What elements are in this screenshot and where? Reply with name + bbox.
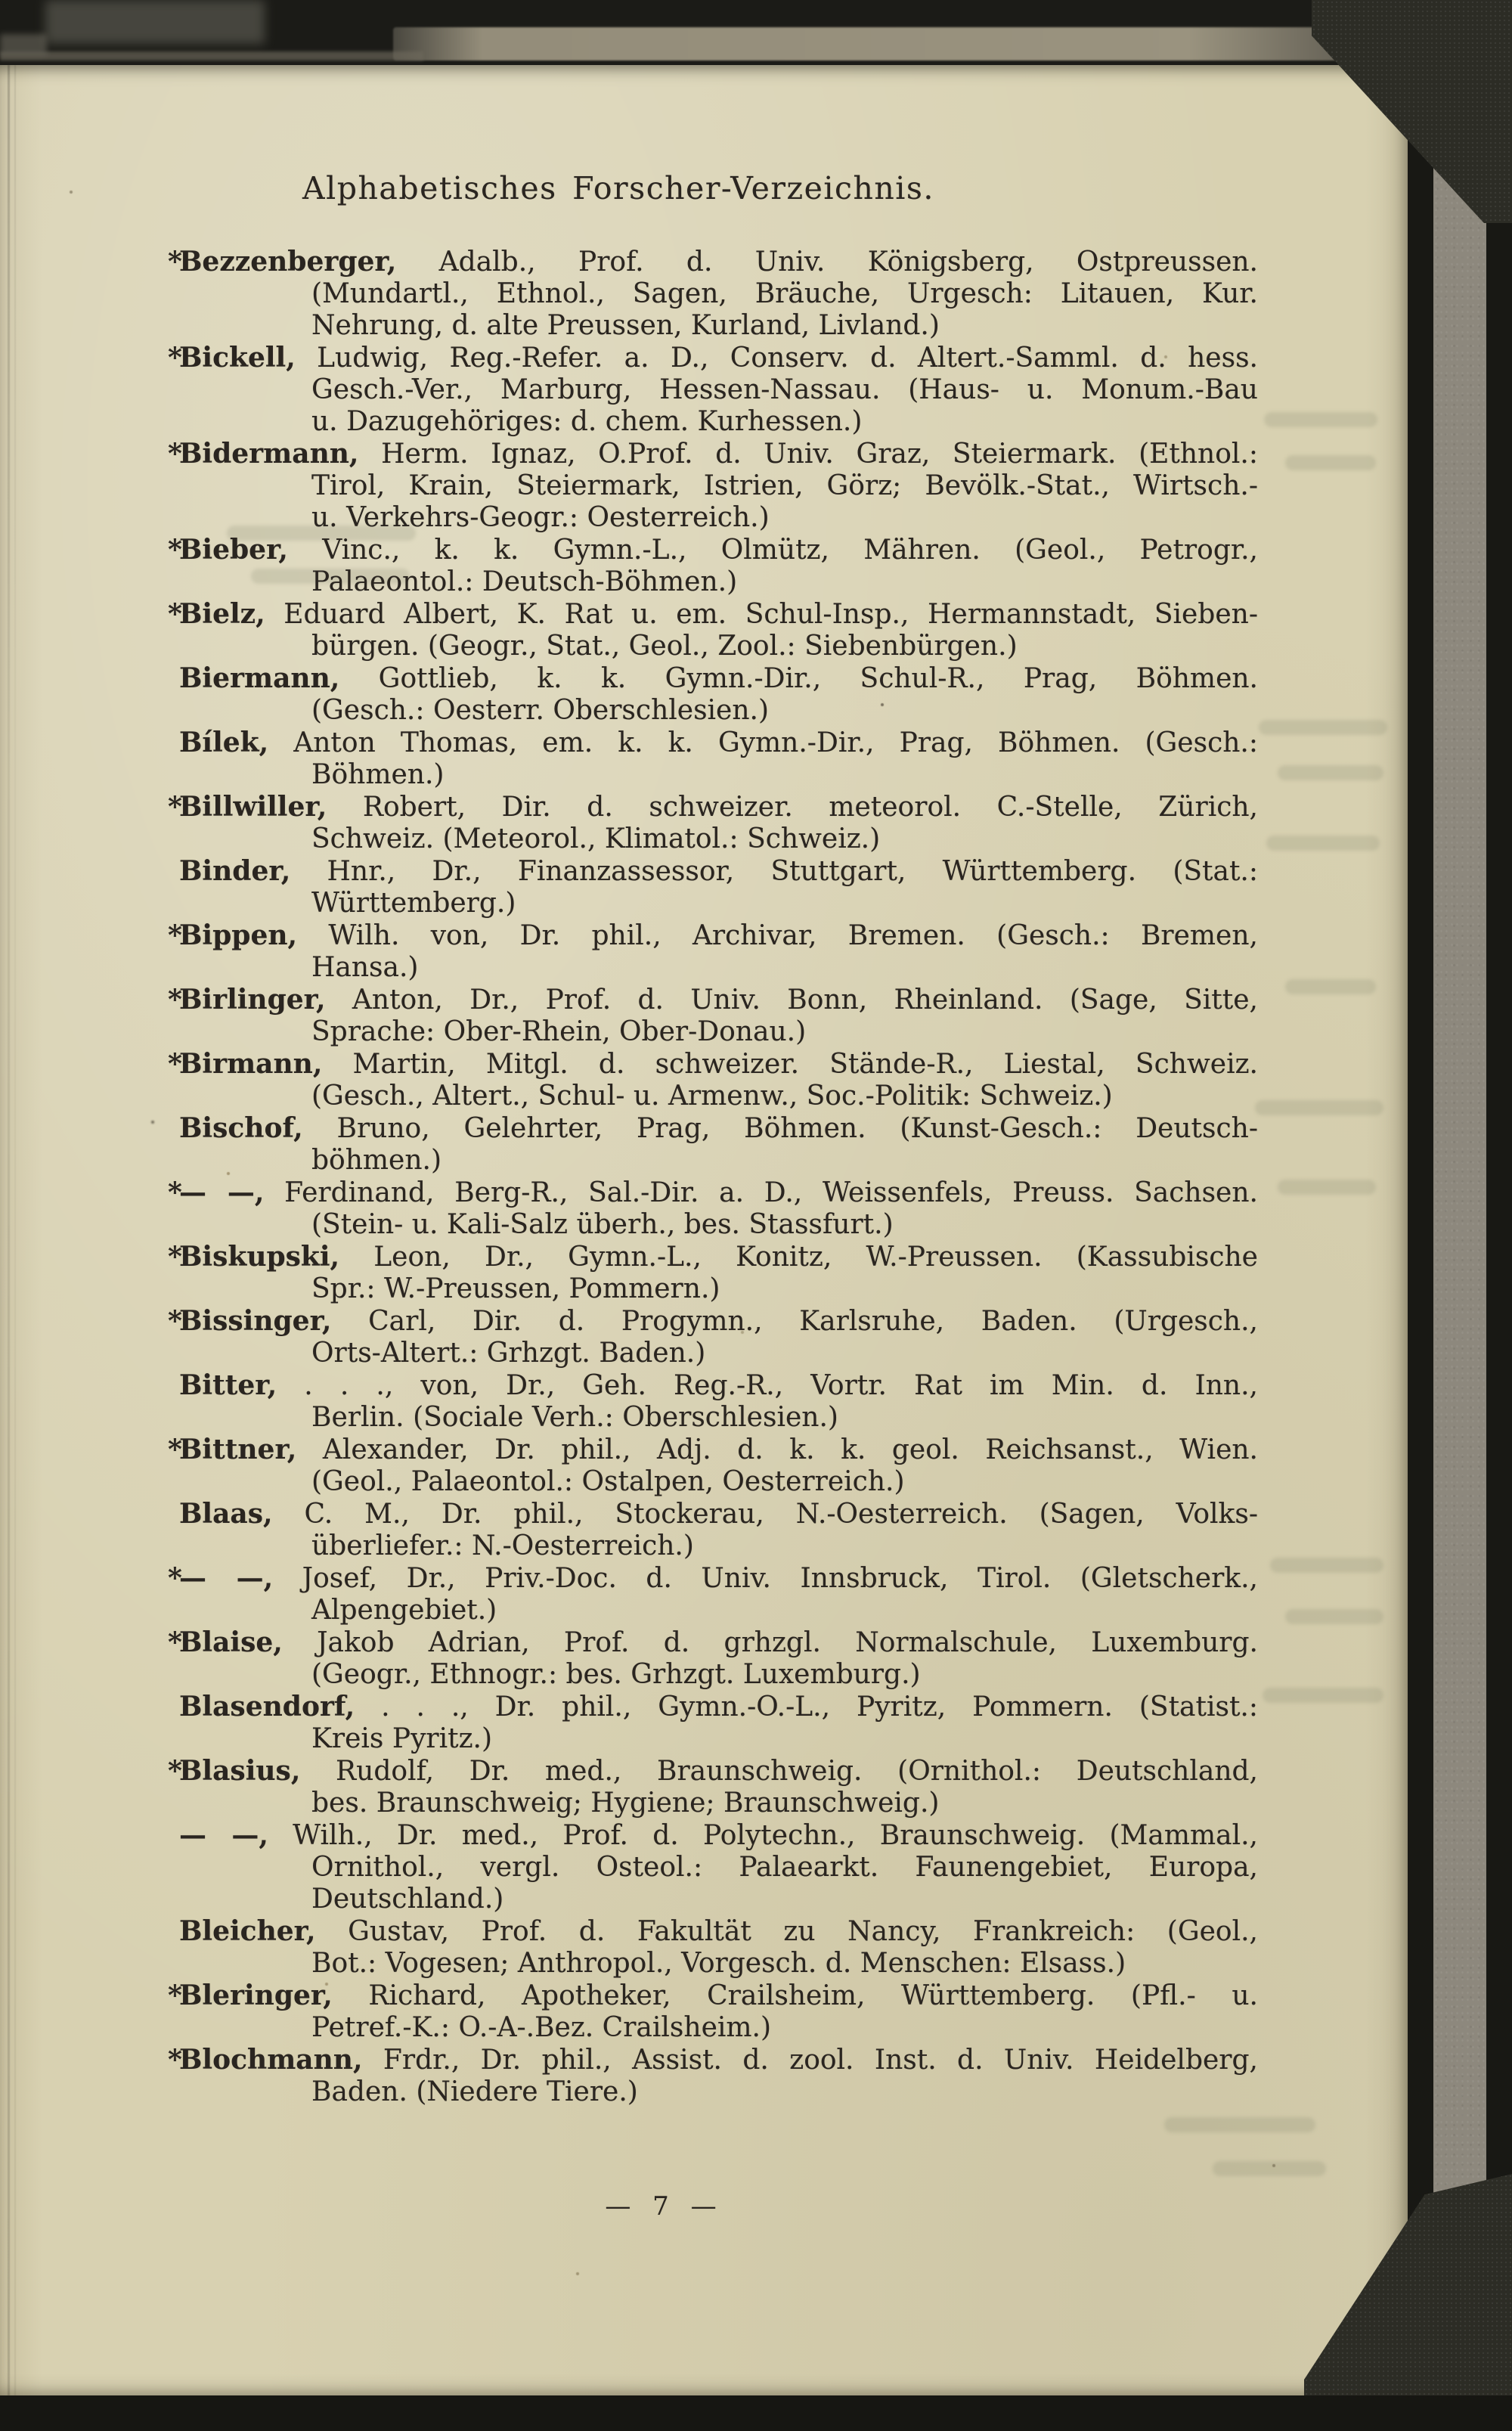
page-number: — 7 — bbox=[605, 2191, 718, 2222]
directory-list bbox=[168, 246, 1258, 2108]
entry-continuation-line: (Stein- u. Kali-Salz überh., bes. Stassfurt.) bbox=[311, 1209, 894, 1240]
directory-entry bbox=[168, 1755, 1258, 1819]
entry-name: — —, bbox=[179, 1819, 268, 1851]
directory-entry bbox=[168, 1626, 1258, 1691]
entry-continuation-line: (Gesch., Altert., Schul- u. Armenw., Soc.-Politik: Schweiz.) bbox=[311, 1081, 1113, 1112]
entry-first-line: *— —, Josef, Dr., Priv.-Doc. d. Univ. Innsbruck, Tirol. (Gletscherk., bbox=[168, 1562, 1258, 1594]
page-edge-highlight-top bbox=[393, 27, 1387, 60]
entry-continuation-line: Sprache: Ober-Rhein, Ober-Donau.) bbox=[311, 1016, 807, 1047]
directory-entry bbox=[179, 855, 1258, 919]
page-edges-strip bbox=[1433, 36, 1486, 2399]
entry-continuation-line: Kreis Pyritz.) bbox=[311, 1723, 493, 1754]
entry-name: Biskupski, bbox=[179, 1241, 340, 1273]
entry-name: Birmann, bbox=[179, 1048, 323, 1080]
entry-first-line: Blasendorf, . . ., Dr. phil., Gymn.-O.-L., Pyritz, Pommern. (Statist.: bbox=[179, 1691, 1258, 1722]
star-marker: * bbox=[168, 598, 182, 630]
entry-continuation-line: Schweiz. (Meteorol., Klimatol.: Schweiz.) bbox=[311, 823, 881, 854]
entry-first-line: Bischof, Bruno, Gelehrter, Prag, Böhmen. (Kunst-Gesch.: Deutsch- bbox=[179, 1112, 1258, 1144]
page-title: Alphabetisches Forscher-Verzeichnis. bbox=[302, 170, 934, 206]
show-through-mark bbox=[1213, 2161, 1326, 2176]
entry-name: Blasius, bbox=[179, 1755, 301, 1787]
entry-continuation-line: Gesch.-Ver., Marburg, Hessen-Nassau. (Haus- u. Monum.-Bau bbox=[311, 374, 1258, 405]
entry-first-line: *— —, Ferdinand, Berg-R., Sal.-Dir. a. D., Weissenfels, Preuss. Sachsen. bbox=[168, 1177, 1258, 1208]
show-through-mark bbox=[1263, 1688, 1383, 1703]
show-through-mark bbox=[1164, 2117, 1315, 2132]
paper-specks bbox=[0, 0, 3, 3]
entry-continuation-line: Württemberg.) bbox=[311, 888, 516, 919]
show-through-mark bbox=[1270, 1558, 1383, 1573]
entry-continuation-line: bürgen. (Geogr., Stat., Geol., Zool.: Siebenbürgen.) bbox=[311, 631, 1018, 662]
entry-name: Blaas, bbox=[179, 1498, 273, 1530]
directory-entry bbox=[168, 1048, 1258, 1112]
entry-first-line: Bitter, . . ., von, Dr., Geh. Reg.-R., Vortr. Rat im Min. d. Inn., bbox=[179, 1369, 1258, 1401]
entry-name: Bissinger, bbox=[179, 1305, 332, 1337]
star-marker: * bbox=[168, 534, 182, 566]
star-marker: * bbox=[168, 1755, 182, 1787]
paper-crease bbox=[8, 65, 10, 2395]
entry-name: Blaise, bbox=[179, 1626, 283, 1658]
directory-entry bbox=[179, 1819, 1258, 1915]
entry-continuation-line: Deutschland.) bbox=[311, 1884, 504, 1915]
entry-first-line: *Bezzenberger, Adalb., Prof. d. Univ. Königsberg, Ostpreussen. bbox=[168, 246, 1258, 278]
entry-first-line: *Blochmann, Frdr., Dr. phil., Assist. d. zool. Inst. d. Univ. Heidelberg, bbox=[168, 2044, 1258, 2076]
directory-entry bbox=[168, 534, 1258, 598]
entry-name: Bickell, bbox=[179, 342, 296, 374]
entry-name: Bielz, bbox=[179, 598, 265, 630]
show-through-mark bbox=[1264, 412, 1377, 427]
show-through-mark bbox=[1278, 1180, 1376, 1195]
entry-first-line: *Blasius, Rudolf, Dr. med., Braunschweig. (Ornithol.: Deutschland, bbox=[168, 1755, 1258, 1787]
entry-name: Bidermann, bbox=[179, 438, 359, 470]
directory-entry bbox=[168, 919, 1258, 984]
scan-smudge bbox=[0, 34, 47, 55]
entry-first-line: *Bidermann, Herm. Ignaz, O.Prof. d. Univ. Graz, Steiermark. (Ethnol.: bbox=[168, 438, 1258, 470]
directory-entry bbox=[179, 1915, 1258, 1980]
entry-continuation-line: (Geogr., Ethnogr.: bes. Grhzgt. Luxemburg.) bbox=[311, 1659, 921, 1690]
directory-entry bbox=[168, 1562, 1258, 1626]
entry-first-line: *Bickell, Ludwig, Reg.-Refer. a. D., Conserv. d. Altert.-Samml. d. hess. bbox=[168, 342, 1258, 374]
entry-name: — —, bbox=[179, 1562, 274, 1594]
entry-first-line: *Bleringer, Richard, Apotheker, Crailsheim, Württemberg. (Pfl.- u. bbox=[168, 1980, 1258, 2011]
star-marker: * bbox=[168, 919, 182, 951]
show-through-mark bbox=[1266, 836, 1380, 851]
entry-first-line: *Biskupski, Leon, Dr., Gymn.-L., Konitz, W.-Preussen. (Kassubische bbox=[168, 1241, 1258, 1273]
directory-entry bbox=[168, 791, 1258, 855]
entry-continuation-line: Berlin. (Sociale Verh.: Oberschlesien.) bbox=[311, 1402, 838, 1433]
show-through-mark bbox=[1259, 720, 1387, 735]
entry-continuation-line: bes. Braunschweig; Hygiene; Braunschweig.) bbox=[311, 1788, 940, 1819]
star-marker: * bbox=[168, 984, 182, 1016]
star-marker: * bbox=[168, 1980, 182, 2011]
scan-smudge bbox=[45, 0, 265, 44]
star-marker: * bbox=[168, 1562, 182, 1594]
entry-name: Binder, bbox=[179, 855, 291, 887]
entry-name: Bleringer, bbox=[179, 1980, 333, 2011]
book-cover-bottom-edge bbox=[0, 2395, 1512, 2431]
star-marker: * bbox=[168, 246, 182, 278]
directory-entry bbox=[179, 1691, 1258, 1755]
entry-first-line: Biermann, Gottlieb, k. k. Gymn.-Dir., Schul-R., Prag, Böhmen. bbox=[179, 662, 1258, 694]
directory-entry bbox=[168, 984, 1258, 1048]
entry-name: Blasendorf, bbox=[179, 1691, 355, 1722]
show-through-mark bbox=[1285, 979, 1376, 994]
entry-name: Blochmann, bbox=[179, 2044, 363, 2076]
show-through-mark bbox=[1285, 1609, 1383, 1624]
show-through-mark bbox=[1285, 455, 1376, 470]
directory-entry bbox=[168, 1305, 1258, 1369]
entry-continuation-line: u. Verkehrs-Geogr.: Oesterreich.) bbox=[311, 502, 770, 533]
entry-first-line: *Bippen, Wilh. von, Dr. phil., Archivar, Bremen. (Gesch.: Bremen, bbox=[168, 919, 1258, 951]
entry-first-line: Bleicher, Gustav, Prof. d. Fakultät zu Nancy, Frankreich: (Geol., bbox=[179, 1915, 1258, 1947]
entry-first-line: *Blaise, Jakob Adrian, Prof. d. grhzgl. Normalschule, Luxemburg. bbox=[168, 1626, 1258, 1658]
entry-continuation-line: (Gesch.: Oesterr. Oberschlesien.) bbox=[311, 695, 770, 726]
star-marker: * bbox=[168, 1048, 182, 1080]
entry-name: Billwiller, bbox=[179, 791, 327, 823]
entry-continuation-line: Bot.: Vogesen; Anthropol., Vorgesch. d. Menschen: Elsass.) bbox=[311, 1948, 1126, 1979]
entry-continuation-line: Baden. (Niedere Tiere.) bbox=[311, 2076, 638, 2107]
entry-continuation-line: Hansa.) bbox=[311, 952, 419, 983]
entry-name: Bílek, bbox=[179, 727, 269, 758]
entry-continuation-line: (Mundartl., Ethnol., Sagen, Bräuche, Urgesch: Litauen, Kur. bbox=[311, 278, 1258, 309]
star-marker: * bbox=[168, 2044, 182, 2076]
page-edge-highlight-top-left bbox=[0, 51, 423, 60]
directory-entry bbox=[179, 727, 1258, 791]
entry-name: Birlinger, bbox=[179, 984, 326, 1016]
directory-entry bbox=[168, 2044, 1258, 2108]
star-marker: * bbox=[168, 1177, 182, 1208]
entry-first-line: Blaas, C. M., Dr. phil., Stockerau, N.-Oesterreich. (Sagen, Volks- bbox=[179, 1498, 1258, 1530]
entry-continuation-line: Palaeontol.: Deutsch-Böhmen.) bbox=[311, 566, 738, 597]
show-through-mark bbox=[1255, 1100, 1383, 1115]
entry-name: Bitter, bbox=[179, 1369, 277, 1401]
star-marker: * bbox=[168, 1626, 182, 1658]
directory-entry bbox=[179, 662, 1258, 727]
entry-continuation-line: (Geol., Palaeontol.: Ostalpen, Oesterreich.) bbox=[311, 1466, 905, 1497]
directory-entry bbox=[168, 342, 1258, 438]
entry-continuation-line: Orts-Altert.: Grhzgt. Baden.) bbox=[311, 1338, 706, 1369]
entry-name: Bleicher, bbox=[179, 1915, 316, 1947]
star-marker: * bbox=[168, 342, 182, 374]
directory-entry bbox=[168, 1177, 1258, 1241]
paper-crease bbox=[14, 65, 16, 2395]
entry-name: Bischof, bbox=[179, 1112, 303, 1144]
entry-name: Bittner, bbox=[179, 1434, 297, 1465]
star-marker: * bbox=[168, 1241, 182, 1273]
entry-name: Bieber, bbox=[179, 534, 288, 566]
entry-continuation-line: Böhmen.) bbox=[311, 759, 445, 790]
entry-continuation-line: u. Dazugehöriges: d. chem. Kurhessen.) bbox=[311, 406, 863, 437]
entry-first-line: Binder, Hnr., Dr., Finanzassessor, Stuttgart, Württemberg. (Stat.: bbox=[179, 855, 1258, 887]
entry-continuation-line: Spr.: W.-Preussen, Pommern.) bbox=[311, 1273, 720, 1304]
entry-first-line: *Bieber, Vinc., k. k. Gymn.-L., Olmütz, Mähren. (Geol., Petrogr., bbox=[168, 534, 1258, 566]
directory-entry bbox=[168, 246, 1258, 342]
directory-entry bbox=[179, 1112, 1258, 1177]
entry-continuation-line: böhmen.) bbox=[311, 1145, 442, 1176]
directory-entry bbox=[168, 438, 1258, 534]
entry-name: Bezzenberger, bbox=[179, 246, 397, 278]
entry-continuation-line: Alpengebiet.) bbox=[311, 1595, 497, 1626]
entry-first-line: *Birlinger, Anton, Dr., Prof. d. Univ. Bonn, Rheinland. (Sage, Sitte, bbox=[168, 984, 1258, 1016]
entry-first-line: *Bittner, Alexander, Dr. phil., Adj. d. k. k. geol. Reichsanst., Wien. bbox=[168, 1434, 1258, 1465]
directory-entry bbox=[179, 1498, 1258, 1562]
directory-entry bbox=[168, 1241, 1258, 1305]
show-through-mark bbox=[1278, 765, 1383, 780]
directory-entry bbox=[168, 1434, 1258, 1498]
directory-entry bbox=[168, 598, 1258, 662]
star-marker: * bbox=[168, 1305, 182, 1337]
directory-entry bbox=[168, 1980, 1258, 2044]
entry-first-line: — —, Wilh., Dr. med., Prof. d. Polytechn., Braunschweig. (Mammal., bbox=[179, 1819, 1258, 1851]
entry-first-line: *Bielz, Eduard Albert, K. Rat u. em. Schul-Insp., Hermannstadt, Sieben- bbox=[168, 598, 1258, 630]
entry-name: — —, bbox=[179, 1177, 265, 1208]
entry-continuation-line: Petref.-K.: O.-A-.Bez. Crailsheim.) bbox=[311, 2012, 772, 2043]
entry-name: Bippen, bbox=[179, 919, 298, 951]
directory-entry bbox=[179, 1369, 1258, 1434]
entry-first-line: *Billwiller, Robert, Dir. d. schweizer. meteorol. C.-Stelle, Zürich, bbox=[168, 791, 1258, 823]
entry-name: Biermann, bbox=[179, 662, 340, 694]
entry-continuation-line: Tirol, Krain, Steiermark, Istrien, Görz; Bevölk.-Stat., Wirtsch.- bbox=[311, 470, 1258, 501]
star-marker: * bbox=[168, 1434, 182, 1465]
entry-first-line: *Birmann, Martin, Mitgl. d. schweizer. Stände-R., Liestal, Schweiz. bbox=[168, 1048, 1258, 1080]
entry-first-line: *Bissinger, Carl, Dir. d. Progymn., Karlsruhe, Baden. (Urgesch., bbox=[168, 1305, 1258, 1337]
entry-continuation-line: Ornithol., vergl. Osteol.: Palaearkt. Faunengebiet, Europa, bbox=[311, 1852, 1258, 1883]
star-marker: * bbox=[168, 791, 182, 823]
star-marker: * bbox=[168, 438, 182, 470]
entry-continuation-line: Nehrung, d. alte Preussen, Kurland, Livland.) bbox=[311, 310, 940, 341]
entry-first-line: Bílek, Anton Thomas, em. k. k. Gymn.-Dir., Prag, Böhmen. (Gesch.: bbox=[179, 727, 1258, 758]
entry-continuation-line: überliefer.: N.-Oesterreich.) bbox=[311, 1530, 694, 1561]
